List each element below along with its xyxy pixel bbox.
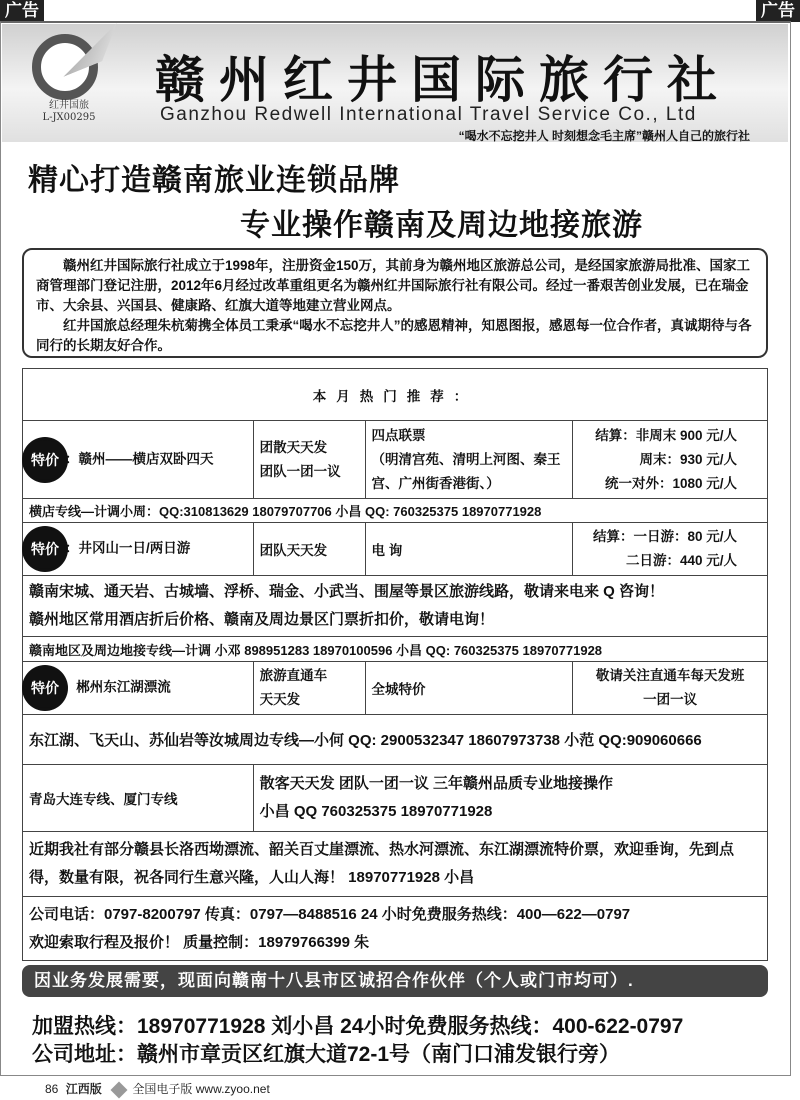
diamond-logo-icon <box>111 1081 128 1098</box>
intro-paragraph: 红井国旅总经理朱杭菊携全体员工秉承“喝水不忘挖井人”的感恩精神，知恩图报，感恩每一位合作者，真诚期待与各同行的长期友好合作。 <box>36 318 752 353</box>
departure: 天天发 <box>259 692 301 707</box>
ticket-info: 四点联票 <box>371 427 426 443</box>
route-name: ：井冈山一日/两日游 <box>65 540 191 556</box>
departure: 团散天天发 <box>259 439 328 455</box>
online-edition: 全国电子版 <box>132 1082 193 1096</box>
company-name-cn: 赣州红井国际旅行社 <box>155 50 731 109</box>
franchise-hotline: 加盟热线：18970771928 刘小昌 24小时免费服务热线：400-622-0797 <box>32 1015 684 1038</box>
logo-name: 红井国旅 <box>49 100 89 111</box>
route-name: ：赣州——横店双卧四天 <box>65 451 214 467</box>
price: 一团一议 <box>643 692 698 707</box>
route-name: 青岛大连专线、厦门专线 <box>23 765 254 832</box>
ad-label-right: 广告 <box>756 0 800 22</box>
headline-2: 专业操作赣南及周边地接旅游 <box>240 209 643 242</box>
company-address: 公司地址：赣州市章贡区红旗大道72-1号（南门口浦发银行旁） <box>32 1043 621 1066</box>
route-name: 郴州东江湖漂流 <box>76 679 171 695</box>
departure: 旅游直通车 <box>259 668 328 683</box>
route-info: 散客天天发 团队一团一议 三年赣州品质专业地接操作 <box>259 775 614 792</box>
ticket-info: 电 询 <box>365 523 573 576</box>
price: 周末：930 元/人 <box>639 451 737 467</box>
departure: 团队一团一议 <box>259 463 341 479</box>
special-price-badge: 特价 <box>25 529 65 569</box>
website-url[interactable]: www.zyoo.net <box>195 1082 270 1096</box>
table-row <box>23 662 768 715</box>
slogan: “喝水不忘挖井人 时刻想念毛主席”赣州人自己的旅行社 <box>458 129 750 143</box>
contact-line: 东江湖、飞天山、苏仙岩等汝城周边专线—小何 QQ: 2900532347 18607973738 小范 QQ:909060666 <box>23 715 768 765</box>
ticket-info: 全城特价 <box>365 662 573 715</box>
contact-line: 赣南地区及周边地接专线—计调 小邓 898951283 18970100596 小昌 QQ: 760325375 18970771928 <box>23 637 768 662</box>
promo-text: 赣州地区常用酒店折后价格、赣南及周边景区门票折扣价，敬请电询！ <box>29 611 495 628</box>
company-logo-icon <box>32 34 98 100</box>
departure: 团队天天发 <box>253 523 365 576</box>
price: 统一对外：1080 元/人 <box>604 475 737 491</box>
logo-caption <box>30 100 108 124</box>
quality-control: 欢迎索取行程及报价！ 质量控制：18979766399 朱 <box>29 933 370 951</box>
ad-label-left: 广告 <box>0 0 44 22</box>
table-row <box>23 765 768 832</box>
price: 结算：非周末 900 元/人 <box>595 427 737 443</box>
table-row <box>23 523 768 576</box>
promo-text: 赣南宋城、通天岩、古城墙、浮桥、瑞金、小武当、围屋等景区旅游线路，敬请来电来 Q 咨询！ <box>29 583 665 600</box>
edition: 江西版 <box>65 1082 102 1096</box>
table-row <box>23 421 768 499</box>
partner-banner: 因业务发展需要，现面向赣南十八县市区诚招合作伙伴（个人或门市均可）. <box>22 965 768 997</box>
intro-paragraph: 赣州红井国际旅行社成立于1998年，注册资金150万，其前身为赣州地区旅游总公司，是经国家旅游局批准、国家工商管理部门登记注册，2012年6月经过改革重组更名为赣州红井国际旅行社有限公司。经过一番艰苦创业发展，已在瑞金市、大余县、兴国县、健康路、红旗大道等地建立营业网点。 <box>36 258 751 313</box>
company-phone: 公司电话：0797-8200797 传真：0797—8488516 24 小时免费服务热线：400—622—0797 <box>29 905 631 923</box>
special-price-badge: 特价 <box>25 668 65 708</box>
price: 敬请关注直通车每天发班 <box>595 668 745 683</box>
headline-1: 精心打造赣南旅业连锁品牌 <box>28 164 400 197</box>
price: 二日游：440 元/人 <box>625 553 737 568</box>
promo-text: 近期我社有部分赣县长洛西坳漂流、韶关百丈崖漂流、热水河漂流、东江湖漂流特价票，欢迎垂询，先到点得，数量有限，祝各同行生意兴隆，人山人海！ 18970771928 小昌 <box>23 832 768 897</box>
recommendations-table <box>22 368 768 961</box>
special-price-badge: 特价 <box>25 440 65 480</box>
price: 结算：一日游：80 元/人 <box>592 529 737 544</box>
license-number: L-JX00295 <box>42 112 96 123</box>
table-heading: 本月热门推荐： <box>23 369 768 421</box>
company-name-en: Ganzhou Redwell International Travel Service Co., Ltd <box>160 104 697 125</box>
contact-line: 横店专线—计调小周：QQ:310813629 18079707706 小昌 QQ: 760325375 18970771928 <box>23 499 768 523</box>
page-number: 86 <box>45 1082 59 1096</box>
intro-box <box>22 248 768 358</box>
ticket-info: （明清宫苑、清明上河图、秦王宫、广州街香港街、） <box>371 451 561 491</box>
page-footer <box>45 1080 270 1097</box>
route-info: 小昌 QQ 760325375 18970771928 <box>259 803 493 820</box>
